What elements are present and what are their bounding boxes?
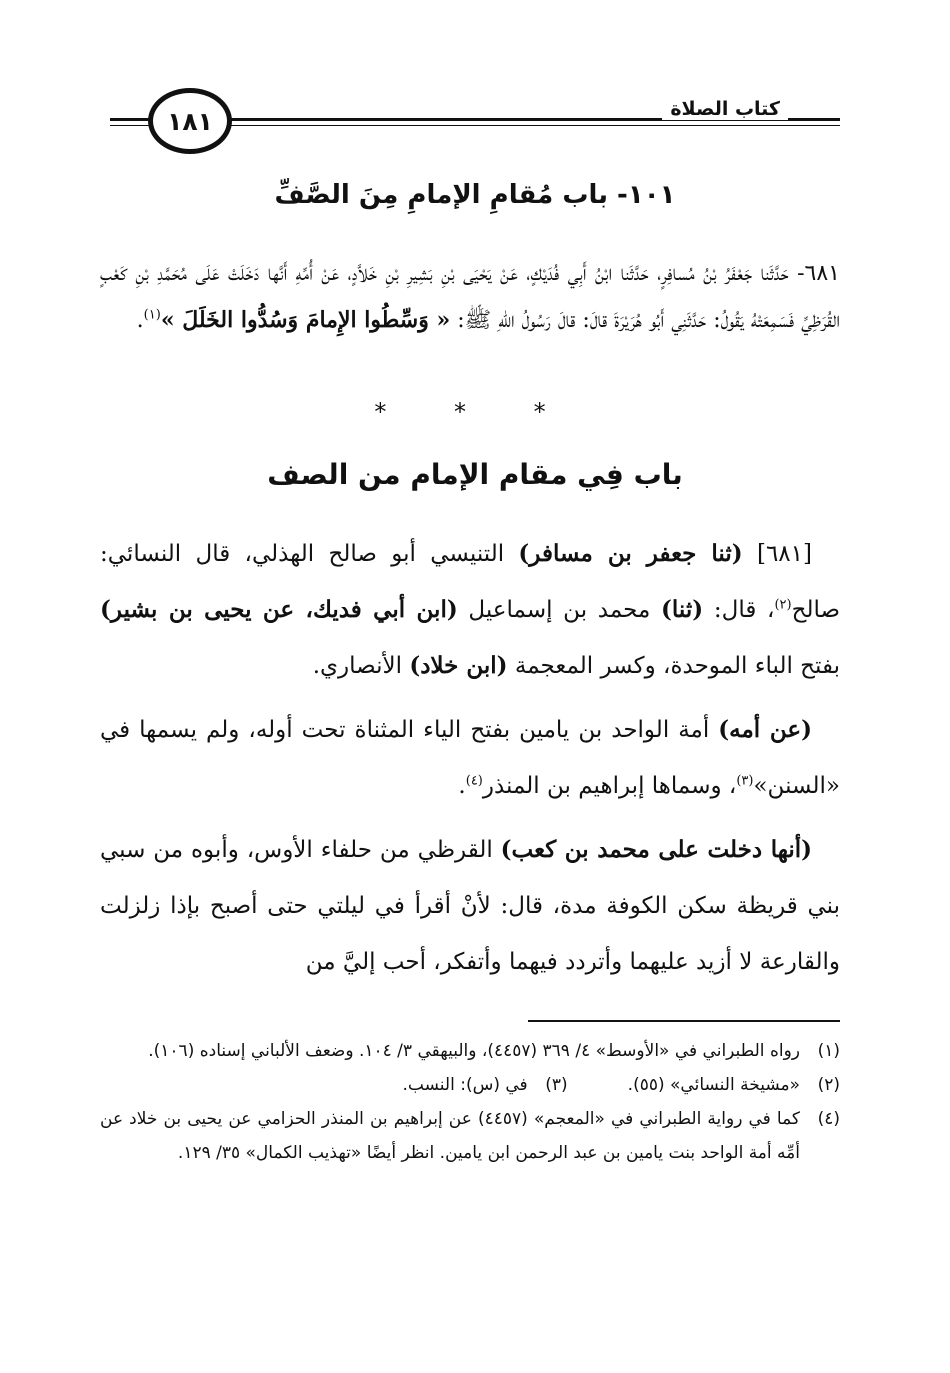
page-number: ١٨١ (148, 88, 232, 154)
matn-quote: (ابن أبي فديك، عن يحيى بن بشير) (100, 596, 458, 623)
commentary-chapter-title: باب فِي مقام الإمام من الصف (267, 458, 683, 491)
footnote-number: (٢) (817, 1075, 840, 1095)
footnote-rule (528, 1020, 840, 1022)
footnote-3 (403, 1068, 568, 1102)
running-title: كتاب الصلاة (662, 98, 788, 120)
footnote-text: «مشيخة النسائي» (٥٥). (627, 1075, 800, 1095)
commentary-text: بفتح الباء الموحدة، وكسر المعجمة (507, 653, 840, 679)
footnote-2 (628, 1068, 840, 1102)
commentary-text: ، قال: (703, 597, 775, 623)
footnote-row-2-3 (100, 1068, 840, 1102)
page-header (110, 88, 840, 156)
footnote-ref-2: (٢) (774, 597, 792, 613)
commentary-body (100, 526, 840, 998)
commentary-paragraph (100, 702, 840, 814)
footnote-text: كما في رواية الطبراني في «المعجم» (٤٤٥٧) عن إبراهيم بن المنذر الحزامي عن يحيى بن خلاد عن أمِّه أمة الواحد بنت يامين بن عبد الرحمن ابن يامين. انظر أيضًا «تهذيب الكمال» ٣٥/ ١٢٩. (100, 1109, 800, 1163)
commentary-text: ، وسماها إبراهيم بن المنذر (482, 773, 737, 799)
footnote-number: (١) (817, 1041, 840, 1061)
matn-quote: (ثنا جعفر بن مسافر) (518, 540, 743, 567)
hadith-chapter-title: ١٠١- باب مُقامِ الإمامِ مِنَ الصَّفِّ (274, 180, 676, 210)
hadith-number: [٦٨١] (742, 541, 812, 567)
hadith-text (100, 250, 840, 344)
hadith-narration: ٦٨١- حَدَّثَنا جَعْفَرُ بْنُ مُسافِرٍ، حَدَّثَنا ابْنُ أَبِي فُدَيْكٍ، عَنْ يَحْيَى بْنِ بَشِيرِ بْنِ خَلاَّدٍ، عَنْ أُمِّهِ أَنَّها دَخَلَتْ عَلَى مُحَمَّدِ بْنِ كَعْبٍ القُرَظِيِّ فَسَمِعَتْهُ يَقُولُ: حَدَّثَنِي أَبُو هُرَيْرَةَ قالَ: قالَ رَسُولُ اللهِ ﷺ: (100, 261, 840, 333)
commentary-text: محمد بن إسماعيل (457, 597, 662, 623)
footnote-1 (100, 1034, 840, 1068)
footnote-text: رواه الطبراني في «الأوسط» ٤/ ٣٦٩ (٤٤٥٧)، والبيهقي ٣/ ١٠٤. وضعف الألباني إسناده (١٠٦). (148, 1041, 800, 1061)
commentary-paragraph (100, 822, 840, 990)
matn-quote: (ثنا) (661, 596, 704, 623)
commentary-text: أمة الواحد بن يامين بفتح الياء المثناة تحت أوله، ولم يسمها في «السنن» (100, 717, 840, 799)
hadith-end: . (136, 308, 144, 333)
hadith-quote: « وَسِّطُوا الإِمامَ وَسُدُّوا الخَلَلَ » (160, 307, 451, 333)
commentary-text: القرظي من حلفاء الأوس، وأبوه من سبي بني قريظة سكن الكوفة مدة، قال: لأنْ أقرأ في ليلتي حتى أصبح بإذا زلزلت والقارعة لا أزيد عليهما وأتردد فيهما وأتفكر، أحب إليَّ من (100, 837, 840, 975)
matn-quote: (عن أمه) (718, 716, 813, 743)
commentary-text: التنيسي أبو صالح الهذلي، قال النسائي: صالح (100, 541, 840, 623)
commentary-paragraph (100, 526, 840, 694)
footnote-number: (٣) (545, 1075, 568, 1095)
commentary-text: الأنصاري. (312, 653, 410, 679)
footnotes (100, 1034, 840, 1170)
footnote-ref-4: (٤) (465, 773, 483, 789)
star-separator: * * * (374, 398, 576, 426)
matn-quote: (أنها دخلت على محمد بن كعب) (500, 836, 812, 863)
commentary-text: . (458, 773, 466, 799)
footnote-text: في (س): النسب. (402, 1075, 528, 1095)
footnote-ref-1: (١) (143, 307, 161, 323)
footnote-4 (100, 1102, 840, 1170)
footnote-ref-3: (٣) (736, 773, 754, 789)
footnote-number: (٤) (817, 1109, 840, 1129)
matn-quote: (ابن خلاد) (409, 652, 508, 679)
